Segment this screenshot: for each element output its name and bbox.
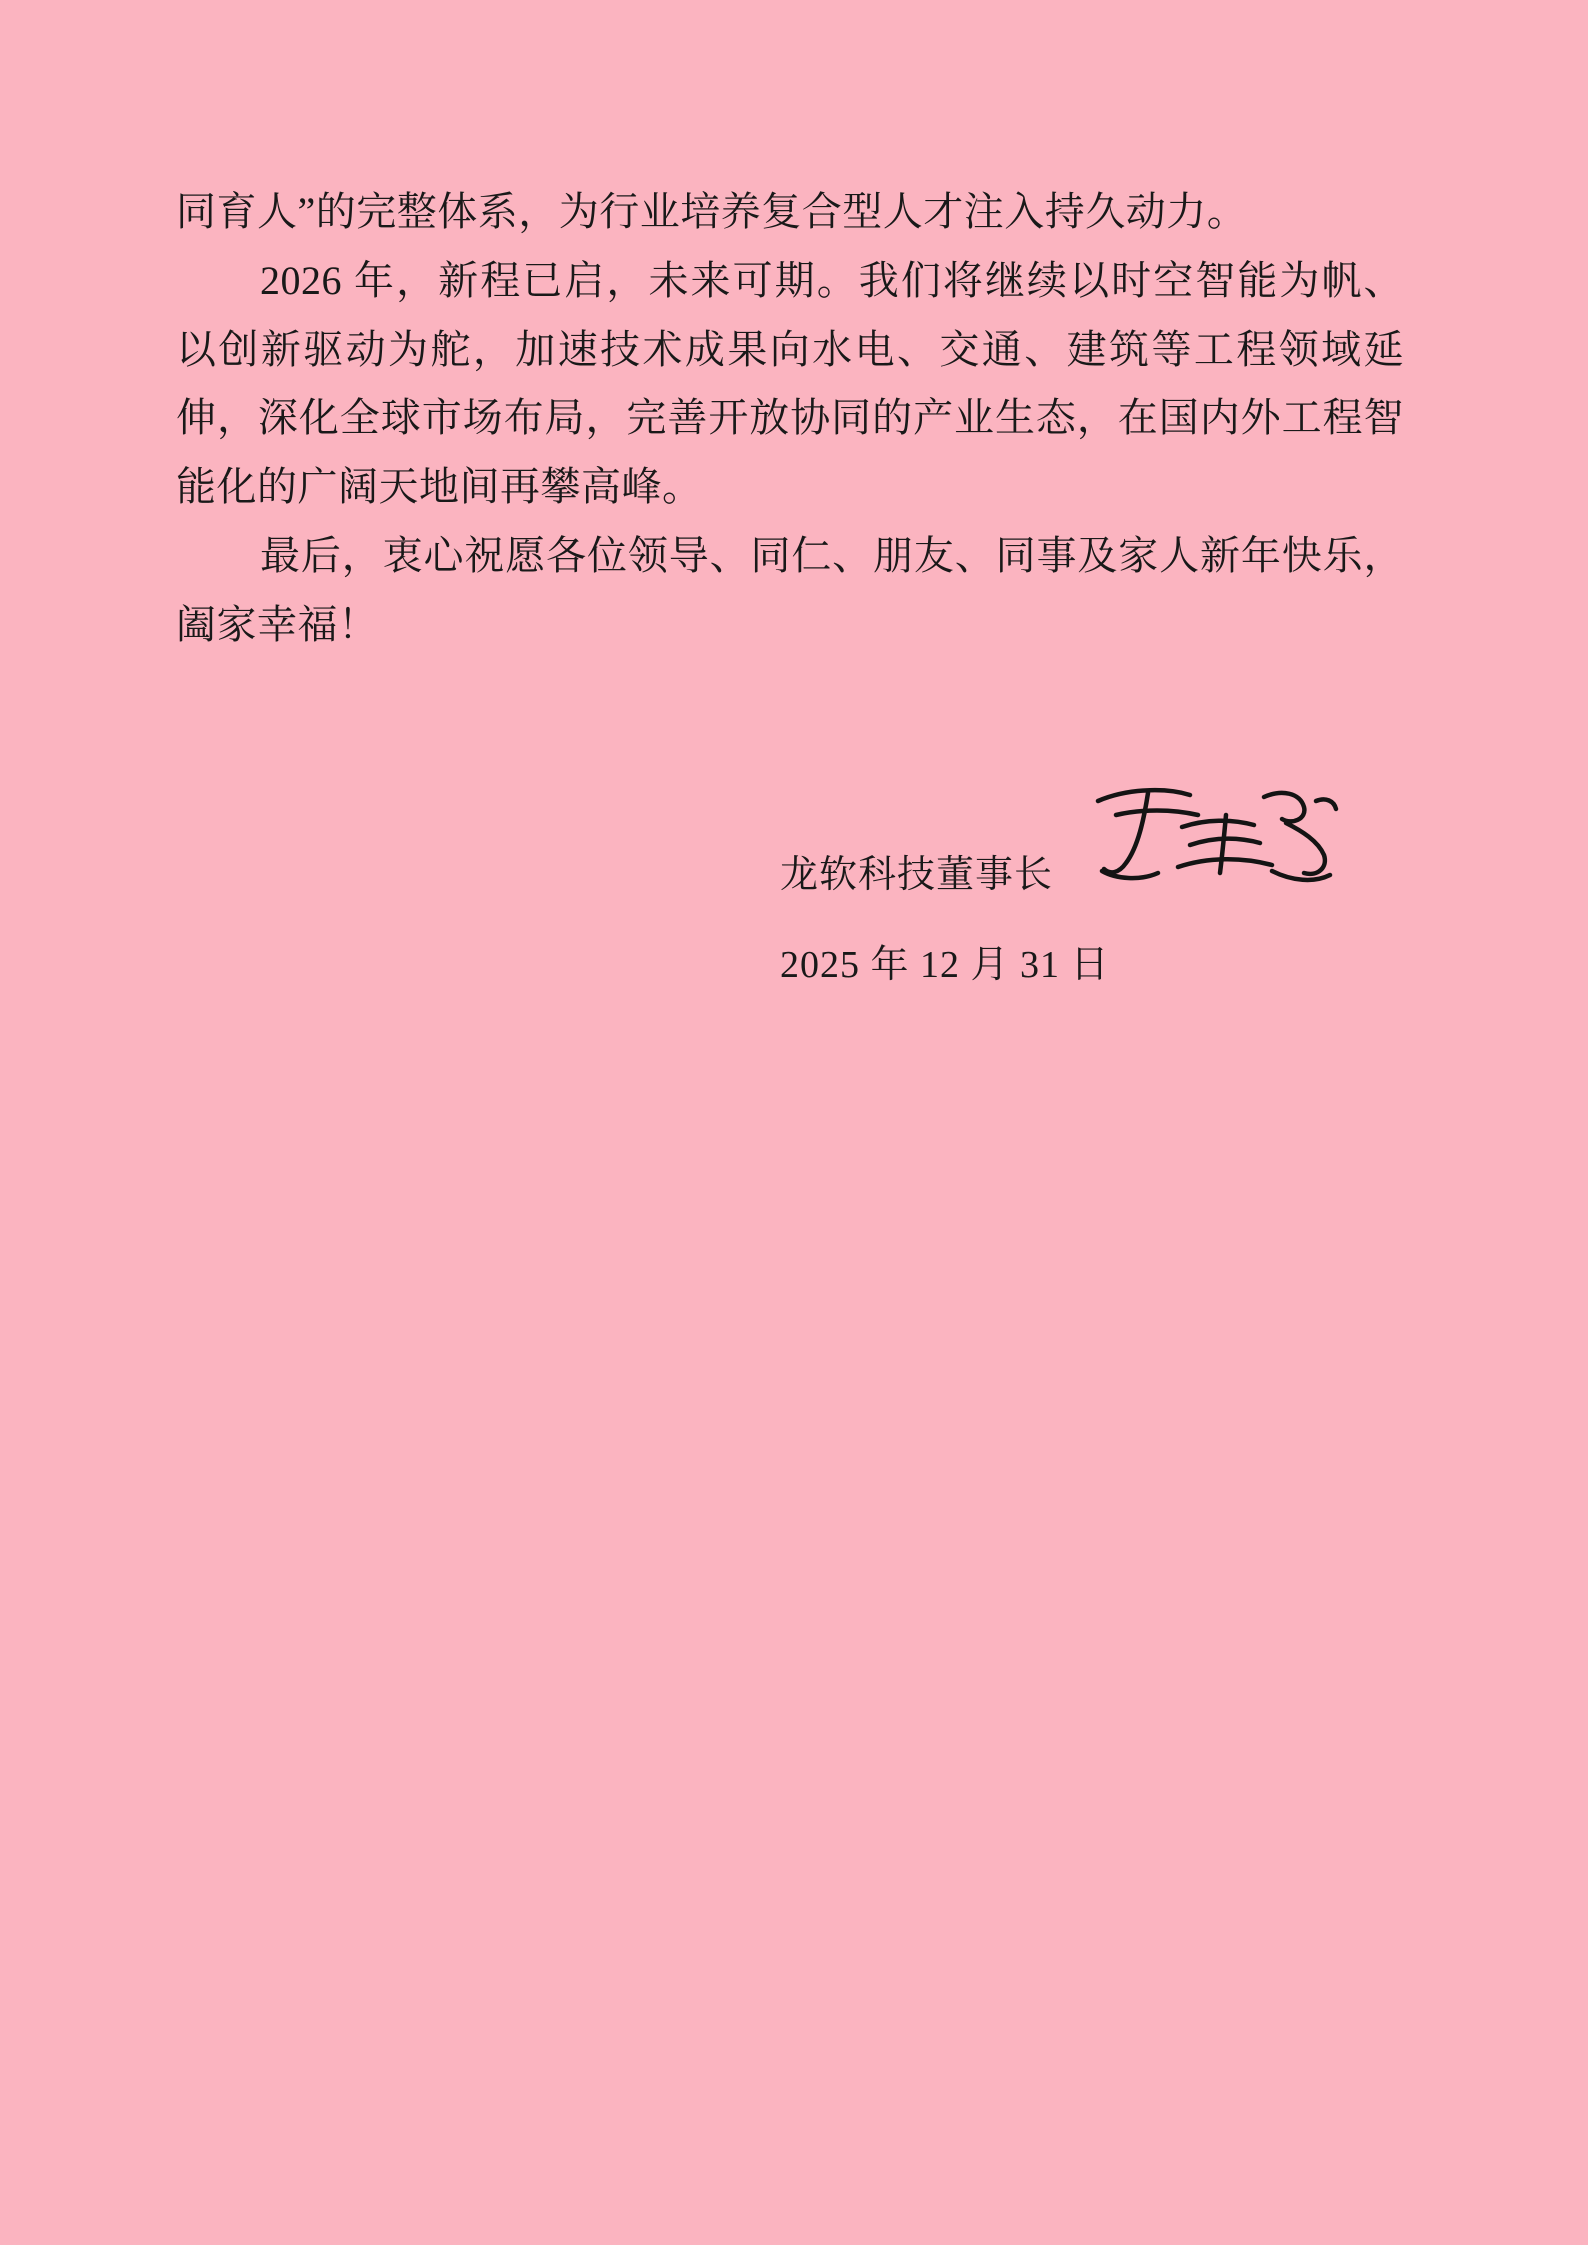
paragraph-continuation: 同育人”的完整体系，为行业培养复合型人才注入持久动力。 — [176, 189, 1248, 234]
document-body — [176, 178, 1404, 660]
paragraph-closing-wishes: 最后，衷心祝愿各位领导、同仁、朋友、同事及家人新年快乐，阖家幸福！ — [176, 532, 1404, 647]
signature-date: 2025 年 12 月 31 日 — [780, 944, 1110, 986]
signature-block — [780, 845, 1400, 996]
signature-title-row — [780, 845, 1400, 925]
paragraph-outlook: 2026 年，新程已启，未来可期。我们将继续以时空智能为帆、以创新驱动为舵，加速技术成果向水电、交通、建筑等工程领域延伸，深化全球市场布局，完善开放协同的产业生态，在国内外工程智能化的广阔天地间再攀高峰。 — [176, 257, 1404, 510]
signature-title: 龙软科技董事长 — [780, 854, 1054, 896]
